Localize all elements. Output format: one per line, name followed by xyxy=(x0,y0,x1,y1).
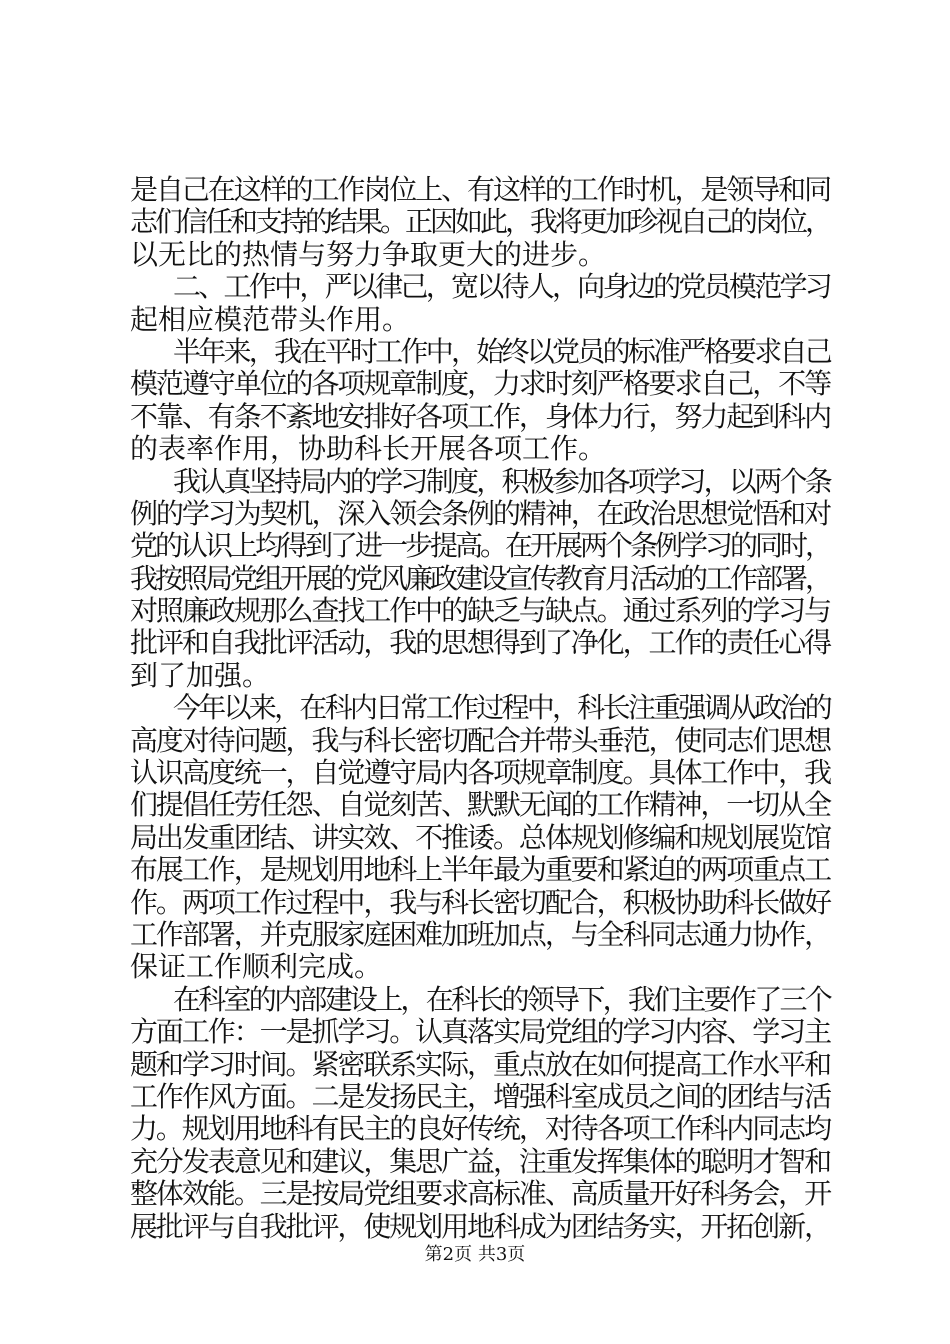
text-line: 起相应模范带头作用。 xyxy=(130,302,411,336)
text-line: 批评和自我批评活动，我的思想得到了净化，工作的责任心得 xyxy=(130,626,831,660)
text-line: 是自己在这样的工作岗位上、有这样的工作时机，是领导和同 xyxy=(130,173,831,206)
text-line: 模范遵守单位的各项规章制度，力求时刻严格要求自己，不等 xyxy=(130,367,831,401)
text-line: 作。两项工作过程中，我与科长密切配合，积极协助科长做好 xyxy=(130,885,831,919)
text-line: 不靠、有条不紊地安排好各项工作，身体力行，努力起到科内 xyxy=(130,399,831,433)
text-line: 布展工作，是规划用地科上半年最为重要和紧迫的两项重点工 xyxy=(130,853,831,887)
paragraph-first-line: 我认真坚持局内的学习制度，积极参加各项学习，以两个条 xyxy=(173,464,831,498)
text-line: 认识高度统一，自觉遵守局内各项规章制度。具体工作中，我 xyxy=(130,756,831,790)
text-line: 保证工作顺利完成。 xyxy=(130,950,383,984)
document-body xyxy=(130,174,830,1243)
text-line: 工作作风方面。二是发扬民主，增强科室成员之间的团结与活 xyxy=(130,1079,831,1113)
text-line: 志们信任和支持的结果。正因如此，我将更加珍视自己的岗位， xyxy=(130,205,831,239)
text-line: 对照廉政规那么查找工作中的缺乏与缺点。通过系列的学习与 xyxy=(130,594,831,628)
page-footer: 第2页 共3页 xyxy=(424,1244,526,1265)
text-line: 充分发表意见和建议，集思广益，注重发挥集体的聪明才智和 xyxy=(130,1144,831,1178)
text-line: 以无比的热情与努力争取更大的进步。 xyxy=(130,237,607,271)
text-line: 整体效能。三是按局党组要求高标准、高质量开好科务会，开 xyxy=(130,1177,831,1211)
text-line: 们提倡任劳任怨、自觉刻苦、默默无闻的工作精神，一切从全 xyxy=(130,788,831,822)
paragraph-first-line: 今年以来，在科内日常工作过程中，科长注重强调从政治的 xyxy=(173,691,831,725)
paragraph-first-line: 半年来，我在平时工作中，始终以党员的标准严格要求自己 xyxy=(173,334,831,368)
text-line: 方面工作：一是抓学习。认真落实局党组的学习内容、学习主 xyxy=(130,1015,831,1049)
text-line: 党的认识上均得到了进一步提高。在开展两个条例学习的同时， xyxy=(130,529,831,563)
paragraph-first-line: 二、工作中，严以律己，宽以待人，向身边的党员模范学习 xyxy=(173,270,831,304)
text-line: 到了加强。 xyxy=(130,658,271,692)
text-line: 我按照局党组开展的党风廉政建设宣传教育月活动的工作部署， xyxy=(130,561,831,595)
text-line: 题和学习时间。紧密联系实际，重点放在如何提高工作水平和 xyxy=(130,1047,831,1081)
paragraph-first-line: 在科室的内部建设上，在科长的领导下，我们主要作了三个 xyxy=(173,982,831,1016)
text-line: 高度对待问题，我与科长密切配合并带头垂范，使同志们思想 xyxy=(130,723,831,757)
text-line: 局出发重团结、讲实效、不推诿。总体规划修编和规划展览馆 xyxy=(130,820,831,854)
text-line: 的表率作用，协助科长开展各项工作。 xyxy=(130,432,607,466)
text-line: 例的学习为契机，深入领会条例的精神，在政治思想觉悟和对 xyxy=(130,496,831,530)
text-line: 力。规划用地科有民主的良好传统，对待各项工作科内同志均 xyxy=(130,1112,831,1146)
text-line: 工作部署，并克服家庭困难加班加点，与全科同志通力协作， xyxy=(130,917,831,951)
text-line: 展批评与自我批评，使规划用地科成为团结务实，开拓创新， xyxy=(130,1209,831,1243)
